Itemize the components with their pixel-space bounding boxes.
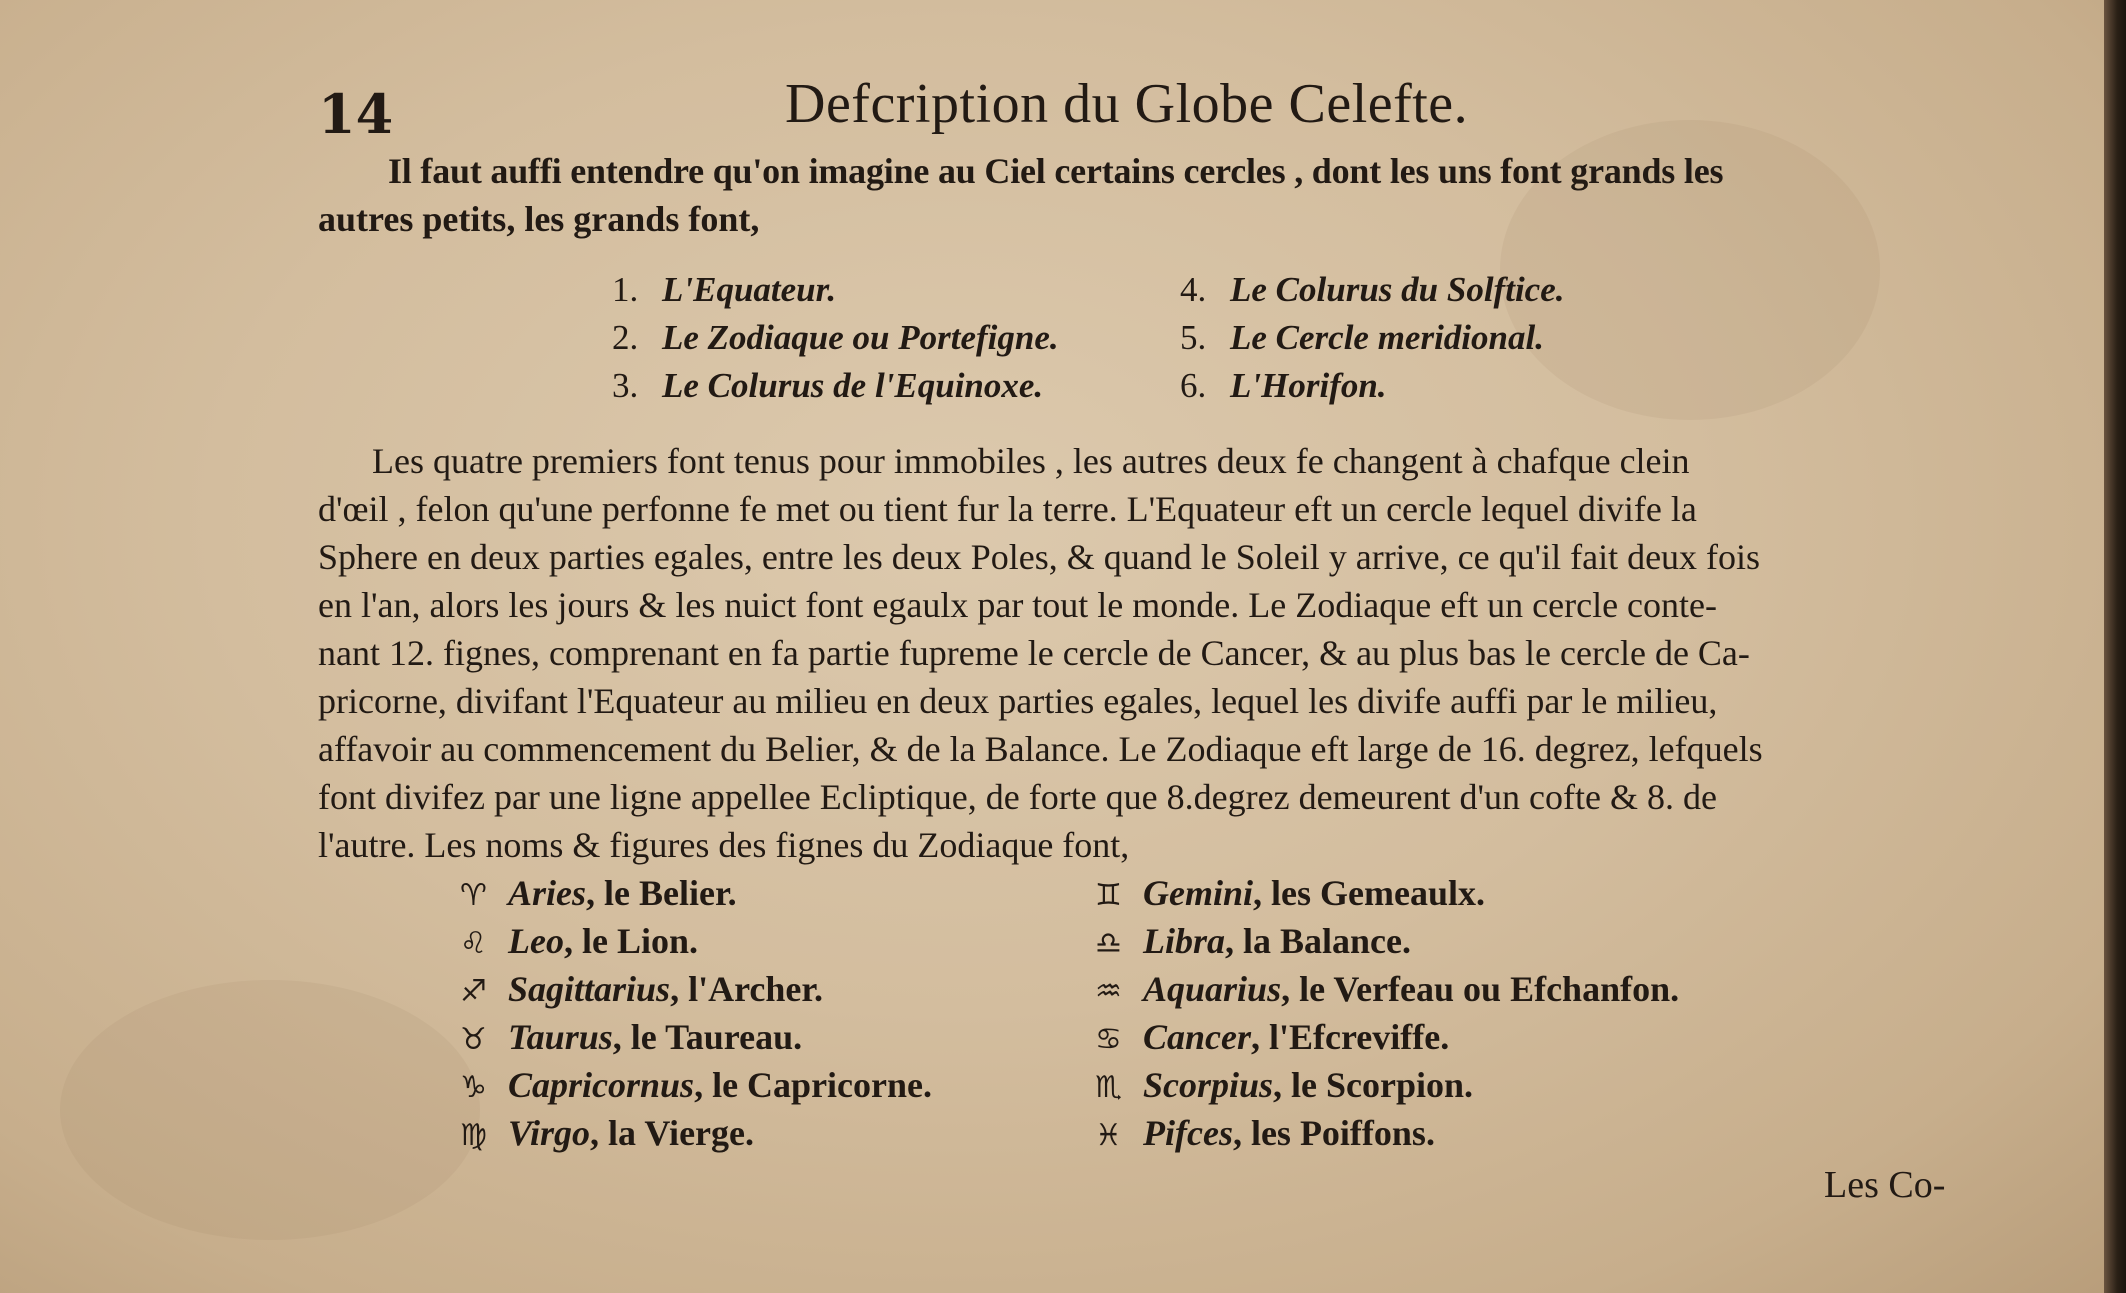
sign-latin-name: Cancer (1143, 1017, 1251, 1057)
sign-latin-name: Libra (1143, 921, 1226, 961)
sign-latin-name: Aquarius (1143, 969, 1282, 1009)
item-text: Le Colurus du Solftice. (1230, 270, 1565, 309)
item-number: 5. (1180, 318, 1207, 357)
scorpio-icon: ♏ (1095, 1070, 1122, 1105)
paragraph-line: font divifez par une ligne appellee Ecliptique, de forte que 8.degrez demeurent d'un cofte & 8. de (318, 777, 1717, 817)
item-text: L'Equateur. (662, 270, 837, 309)
paper-stain (60, 980, 480, 1240)
zodiac-sign-capricornus (460, 1064, 932, 1106)
sign-french-name: , les Gemeaulx. (1253, 873, 1485, 913)
zodiac-sign-sagittarius (460, 968, 823, 1010)
sign-french-name: , le Capricorne. (694, 1065, 933, 1105)
catchword: Les Co- (1824, 1164, 1946, 1206)
sign-latin-name: Gemini (1143, 873, 1254, 913)
item-number: 3. (612, 366, 639, 405)
sign-latin-name: Leo (508, 921, 564, 961)
item-number: 6. (1180, 366, 1207, 405)
great-circle-item (612, 318, 1059, 358)
item-text: L'Horifon. (1230, 366, 1387, 405)
great-circle-item (1180, 270, 1564, 310)
paragraph-line: en l'an, alors les jours & les nuict font egaulx par tout le monde. Le Zodiaque eft un cercle conte- (318, 585, 1718, 625)
item-text: Le Zodiaque ou Portefigne. (662, 318, 1059, 357)
zodiac-sign-taurus (460, 1016, 802, 1058)
item-number: 2. (612, 318, 639, 357)
sign-latin-name: Pifces (1143, 1113, 1233, 1153)
virgo-icon: ♍ (460, 1118, 487, 1153)
zodiac-sign-cancer (1095, 1016, 1449, 1058)
book-spine-edge (2104, 0, 2126, 1293)
capricorn-icon: ♑ (460, 1070, 487, 1105)
sign-french-name: , le Belier. (586, 873, 737, 913)
sagittarius-icon: ♐ (460, 974, 487, 1009)
sign-french-name: , l'Efcreviffe. (1251, 1017, 1450, 1057)
item-number: 4. (1180, 270, 1207, 309)
sign-french-name: , le Lion. (563, 921, 698, 961)
great-circle-item (612, 366, 1043, 406)
paragraph-line: pricorne, divifant l'Equateur au milieu en deux parties egales, lequel les divife auffi par le milieu, (318, 681, 1718, 721)
sign-french-name: , l'Archer. (670, 969, 824, 1009)
zodiac-sign-libra (1095, 920, 1411, 962)
cancer-icon: ♋ (1095, 1022, 1122, 1057)
paragraph-line: l'autre. Les noms & figures des fignes du Zodiaque font, (318, 825, 1130, 865)
leo-icon: ♌ (460, 926, 487, 961)
item-number: 1. (612, 270, 639, 309)
sign-latin-name: Aries (508, 873, 587, 913)
sign-french-name: , la Balance. (1225, 921, 1412, 961)
paragraph-line: d'œil , felon qu'une perfonne fe met ou tient fur la terre. L'Equateur eft un cercle lequel divife la (318, 489, 1697, 529)
sign-latin-name: Scorpius (1143, 1065, 1274, 1105)
sign-latin-name: Sagittarius (508, 969, 671, 1009)
item-text: Le Cercle meridional. (1230, 318, 1544, 357)
zodiac-sign-virgo (460, 1112, 754, 1154)
paragraph-line: affavoir au commencement du Belier, & de la Balance. Le Zodiaque eft large de 16. degrez, lefquels (318, 729, 1763, 769)
page-number: 14 (318, 82, 394, 146)
aquarius-icon: ♒ (1095, 974, 1122, 1009)
libra-icon: ♎ (1095, 926, 1122, 961)
aries-icon: ♈ (460, 878, 487, 913)
zodiac-sign-gemini (1095, 872, 1485, 914)
paragraph-line: Les quatre premiers font tenus pour immobiles , les autres deux fe changent à chafque clein (372, 441, 1690, 481)
sign-french-name: , la Vierge. (590, 1113, 754, 1153)
great-circle-item (612, 270, 836, 310)
sign-latin-name: Capricornus (508, 1065, 695, 1105)
pisces-icon: ♓ (1095, 1118, 1122, 1153)
zodiac-sign-leo (460, 920, 698, 962)
zodiac-sign-aries (460, 872, 737, 914)
taurus-icon: ♉ (460, 1022, 487, 1057)
sign-french-name: , le Scorpion. (1273, 1065, 1474, 1105)
intro-line: autres petits, les grands font, (318, 199, 760, 239)
zodiac-sign-aquarius (1095, 968, 1679, 1010)
sign-latin-name: Virgo (508, 1113, 591, 1153)
zodiac-sign-scorpius (1095, 1064, 1473, 1106)
great-circle-item (1180, 318, 1544, 358)
sign-french-name: , les Poiffons. (1232, 1113, 1435, 1153)
sign-latin-name: Taurus (508, 1017, 613, 1057)
paragraph-line: Sphere en deux parties egales, entre les deux Poles, & quand le Soleil y arrive, ce qu'il fait deux fois (318, 537, 1761, 577)
great-circle-item (1180, 366, 1387, 406)
sign-french-name: , le Taureau. (612, 1017, 803, 1057)
gemini-icon: ♊ (1095, 878, 1122, 913)
paragraph-line: nant 12. fignes, comprenant en fa partie fupreme le cercle de Cancer, & au plus bas le cercle de Ca- (318, 633, 1750, 673)
intro-line: Il faut auffi entendre qu'on imagine au Ciel certains cercles , dont les uns font grands les (388, 151, 1724, 191)
sign-french-name: , le Verfeau ou Efchanfon. (1281, 969, 1680, 1009)
running-title: Defcription du Globe Celefte. (785, 73, 1469, 135)
item-text: Le Colurus de l'Equinoxe. (662, 366, 1044, 405)
zodiac-sign-pisces (1095, 1112, 1435, 1154)
